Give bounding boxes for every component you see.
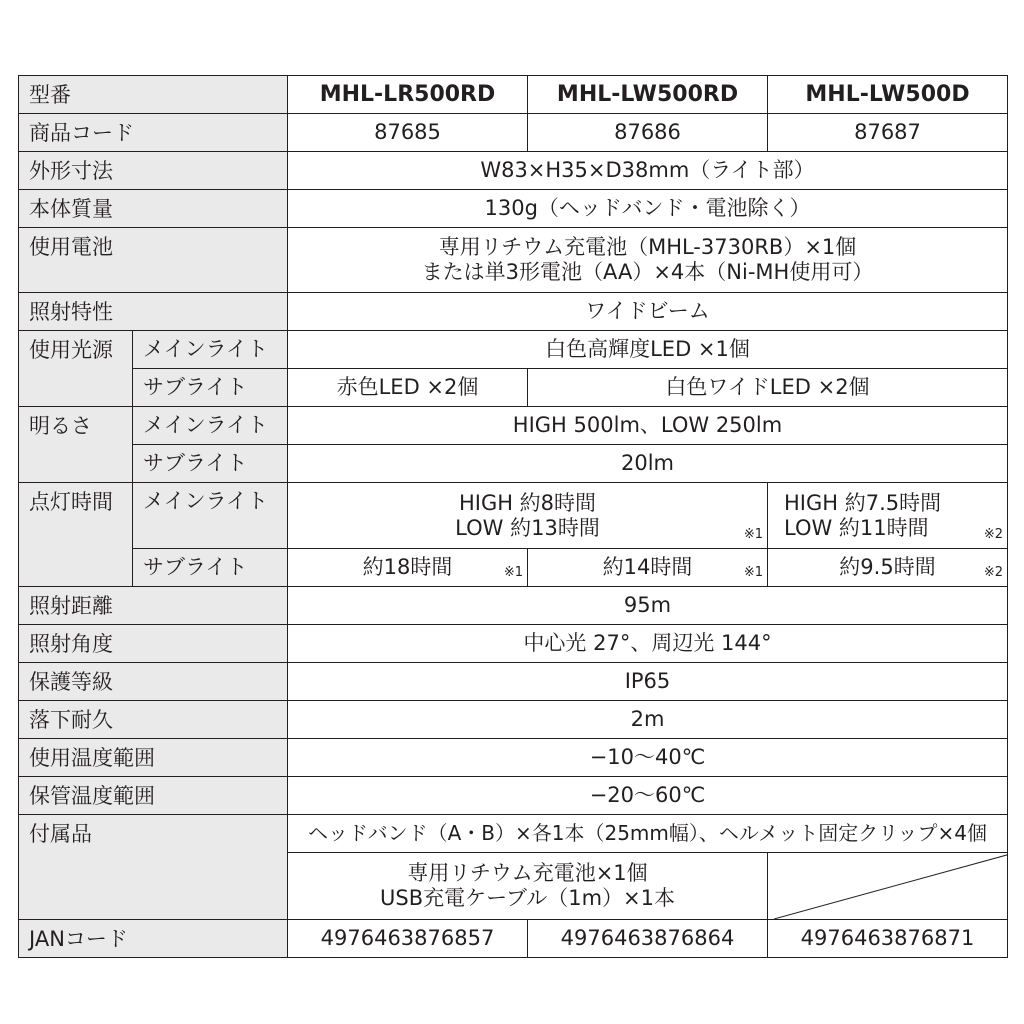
accessories-common: ヘッドバンド（A・B）×各1本（25mm幅）、ヘルメット固定クリップ×4個	[288, 815, 1008, 853]
row-jan	[19, 920, 1008, 958]
sub-light-label: サブライト	[133, 445, 288, 483]
angle-value: 中心光 27°、周辺光 144°	[288, 625, 1008, 663]
light-source-sub-value: 白色ワイドLED ×2個	[528, 369, 1008, 407]
row-runtime-main	[19, 483, 1008, 549]
row-brightness-main	[19, 407, 1008, 445]
runtime-label: 点灯時間	[19, 483, 133, 587]
drop-value: 2m	[288, 701, 1008, 739]
accessories-extra	[288, 853, 768, 920]
protection-value: IP65	[288, 663, 1008, 701]
runtime-sub-value	[288, 549, 528, 587]
diagonal-line	[774, 853, 1008, 919]
runtime-main-ab-value	[288, 483, 768, 549]
runtime-main-c-value	[768, 483, 1008, 549]
footnote-mark: ※2	[983, 565, 1003, 580]
storage-temp-label: 保管温度範囲	[19, 777, 288, 815]
light-source-label: 使用光源	[19, 331, 133, 407]
row-dimensions	[19, 152, 1008, 190]
row-angle	[19, 625, 1008, 663]
model-name: MHL-LR500RD	[288, 76, 528, 114]
product-code-value: 87685	[288, 114, 528, 152]
row-drop	[19, 701, 1008, 739]
drop-label: 落下耐久	[19, 701, 288, 739]
footnote-mark: ※2	[983, 527, 1003, 542]
row-beam	[19, 293, 1008, 331]
battery-line: または単3形電池（AA）×4本（Ni-MH使用可）	[421, 260, 874, 284]
beam-value: ワイドビーム	[288, 293, 1008, 331]
row-light-source-sub	[19, 369, 1008, 407]
product-code-value: 87686	[528, 114, 768, 152]
sub-light-label: サブライト	[133, 369, 288, 407]
row-product-code	[19, 114, 1008, 152]
row-weight	[19, 190, 1008, 228]
footnote-mark: ※1	[743, 565, 763, 580]
row-model	[19, 76, 1008, 114]
dimensions-label: 外形寸法	[19, 152, 288, 190]
row-runtime-sub	[19, 549, 1008, 587]
jan-value: 4976463876871	[768, 920, 1008, 958]
brightness-sub-value: 20lm	[288, 445, 1008, 483]
model-label: 型番	[19, 76, 288, 114]
main-light-label: メインライト	[133, 483, 288, 549]
op-temp-value: −10～40℃	[288, 739, 1008, 777]
footnote-mark: ※1	[743, 527, 763, 542]
beam-label: 照射特性	[19, 293, 288, 331]
op-temp-label: 使用温度範囲	[19, 739, 288, 777]
main-light-label: メインライト	[133, 407, 288, 445]
runtime-sub-text: 約9.5時間	[839, 555, 936, 579]
spec-table	[18, 75, 1008, 958]
row-storage-temp	[19, 777, 1008, 815]
main-light-label: メインライト	[133, 331, 288, 369]
storage-temp-value: −20～60℃	[288, 777, 1008, 815]
accessory-line: 専用リチウム充電池×1個	[407, 861, 648, 885]
runtime-line: LOW 約13時間	[455, 515, 600, 540]
jan-label: JANコード	[19, 920, 288, 958]
model-name: MHL-LW500RD	[528, 76, 768, 114]
accessory-line: USB充電ケーブル（1m）×1本	[380, 886, 675, 910]
accessories-label: 付属品	[19, 815, 288, 920]
runtime-line: HIGH 約8時間	[458, 490, 597, 515]
jan-value: 4976463876864	[528, 920, 768, 958]
runtime-sub-value	[528, 549, 768, 587]
battery-value	[288, 228, 1008, 293]
brightness-main-value: HIGH 500lm、LOW 250lm	[288, 407, 1008, 445]
runtime-sub-value	[768, 549, 1008, 587]
battery-line: 専用リチウム充電池（MHL-3730RB）×1個	[438, 235, 857, 259]
distance-value: 95m	[288, 587, 1008, 625]
protection-label: 保護等級	[19, 663, 288, 701]
jan-value: 4976463876857	[288, 920, 528, 958]
weight-value: 130g（ヘッドバンド・電池除く）	[288, 190, 1008, 228]
runtime-sub-text: 約14時間	[602, 555, 693, 579]
angle-label: 照射角度	[19, 625, 288, 663]
distance-label: 照射距離	[19, 587, 288, 625]
product-code-label: 商品コード	[19, 114, 288, 152]
row-protection	[19, 663, 1008, 701]
row-battery	[19, 228, 1008, 293]
weight-label: 本体質量	[19, 190, 288, 228]
dimensions-value: W83×H35×D38mm（ライト部）	[288, 152, 1008, 190]
light-source-main-value: 白色高輝度LED ×1個	[288, 331, 1008, 369]
brightness-label: 明るさ	[19, 407, 133, 483]
not-applicable-cell	[768, 853, 1008, 920]
row-op-temp	[19, 739, 1008, 777]
row-accessories	[19, 815, 1008, 853]
runtime-line: HIGH 約7.5時間	[784, 490, 942, 515]
footnote-mark: ※1	[503, 565, 523, 580]
light-source-sub-value: 赤色LED ×2個	[288, 369, 528, 407]
battery-label: 使用電池	[19, 228, 288, 293]
row-brightness-sub	[19, 445, 1008, 483]
sub-light-label: サブライト	[133, 549, 288, 587]
runtime-line: LOW 約11時間	[784, 515, 929, 540]
row-distance	[19, 587, 1008, 625]
row-light-source-main	[19, 331, 1008, 369]
product-code-value: 87687	[768, 114, 1008, 152]
model-name: MHL-LW500D	[768, 76, 1008, 114]
runtime-sub-text: 約18時間	[362, 555, 453, 579]
